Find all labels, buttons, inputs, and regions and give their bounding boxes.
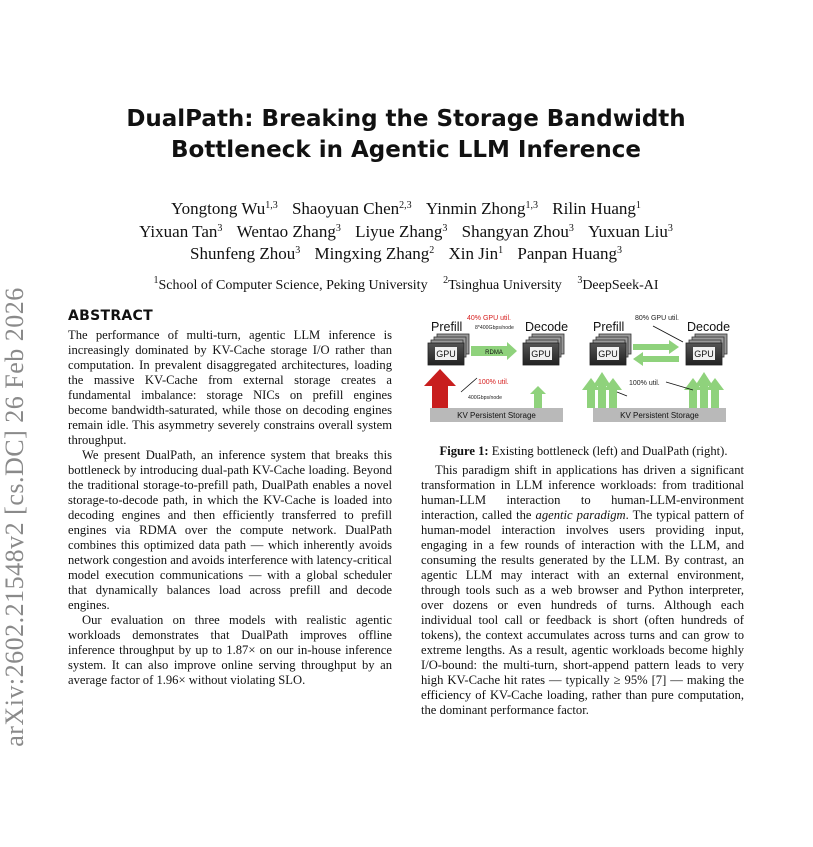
affiliations bbox=[60, 275, 752, 294]
affiliation: $^1$School of Computer Science, Peking University bbox=[153, 275, 428, 293]
title-line-1: DualPath: Breaking the Storage Bandwidth bbox=[126, 106, 686, 132]
author: Liyue Zhang$^3$ bbox=[355, 221, 448, 241]
figure-right-panel bbox=[582, 315, 730, 422]
author: Wentao Zhang$^3$ bbox=[236, 221, 341, 241]
author: Rilin Huang$^1$ bbox=[552, 199, 641, 218]
storage-util-label: 100% util. bbox=[629, 380, 660, 387]
author: Shaoyuan Chen$^{2,3}$ bbox=[291, 199, 412, 218]
abstract-heading: ABSTRACT bbox=[68, 308, 153, 324]
storage-label: KV Persistent Storage bbox=[620, 411, 699, 420]
bandwidth-label: 400Gbps/node bbox=[468, 395, 503, 401]
abstract-paragraph: Our evaluation on three models with realistic agentic workloads demonstrates that DualPath improves offline inference throughput by up to 1.87× on our in-house inference system. It can also improve online serving throughput by an average factor of 1.96× without violating SLO. bbox=[68, 613, 392, 687]
util-pointer bbox=[461, 378, 477, 392]
author: Mingxing Zhang$^2$ bbox=[314, 244, 435, 263]
author-line bbox=[60, 221, 752, 244]
affiliation: $^2$Tsinghua University bbox=[443, 275, 562, 293]
author: Yinmin Zhong$^{1,3}$ bbox=[425, 199, 539, 218]
gpu-label: GPU bbox=[531, 349, 551, 359]
author: Yixuan Tan$^3$ bbox=[139, 221, 223, 241]
util-pointer bbox=[653, 326, 683, 342]
body-column bbox=[421, 463, 744, 718]
author: Yuxuan Liu$^3$ bbox=[588, 221, 673, 241]
storage-label: KV Persistent Storage bbox=[457, 411, 536, 420]
gpu-label: GPU bbox=[694, 349, 714, 359]
emphasis: agentic paradigm bbox=[535, 508, 626, 522]
author: Shangyan Zhou$^3$ bbox=[461, 221, 574, 241]
body-paragraph: This paradigm shift in applications has driven a significant transformation in LLM inference workloads: from traditional human-LLM interaction to human-LLM-environment interaction, called the agentic paradigm. The typical pattern of human-model interaction involves users providing input, engaging in a few rounds of interaction with the LLM, and consuming the results generated by the LLM. By contrast, an agentic LLM may interact with an external environment, through tools such as a web browser and Python interpreter, over dozens or even hundreds of turns. Although each individual tool call or feedback is short (often hundreds of tokens), the context accumulates across turns and can grow to extreme lengths. As a result, agentic workloads become highly I/O-bound: the multi-turn, short-append pattern leads to very high KV-Cache hit rates — typically ≥ 95% [7] — making the efficiency of KV-Cache loading, rather than pure computation, the dominant performance factor. bbox=[421, 463, 744, 717]
storage-to-prefill-arrow bbox=[424, 369, 456, 410]
gpu-util-label: 80% GPU util. bbox=[635, 315, 679, 322]
author-list bbox=[60, 198, 752, 266]
storage-to-decode-arrow bbox=[530, 386, 546, 408]
prefill-to-decode-arrow bbox=[633, 340, 679, 354]
decode-gpu-stack bbox=[686, 334, 727, 365]
author: Shunfeng Zhou$^3$ bbox=[189, 244, 301, 263]
author-line bbox=[60, 198, 752, 221]
figure-1 bbox=[421, 312, 746, 432]
util-pointer bbox=[617, 392, 627, 396]
affiliation: $^3$DeepSeek-AI bbox=[577, 275, 659, 293]
gpu-label: GPU bbox=[598, 349, 618, 359]
arxiv-identifier: arXiv:2602.21548v2 [cs.DC] 26 Feb 2026 bbox=[0, 287, 29, 747]
caption-label: Figure 1: bbox=[439, 444, 489, 458]
abstract-column bbox=[68, 309, 392, 688]
author: Xin Jin$^1$ bbox=[448, 244, 504, 263]
author: Yongtong Wu$^{1,3}$ bbox=[171, 199, 278, 218]
prefill-gpu-stack bbox=[590, 334, 631, 365]
author-line bbox=[60, 243, 752, 266]
decode-label: Decode bbox=[687, 320, 731, 334]
figure-caption bbox=[421, 444, 746, 459]
title-line-2: Bottleneck in Agentic LLM Inference bbox=[170, 137, 642, 163]
decode-to-prefill-arrow bbox=[633, 352, 679, 366]
bandwidth-label: 8*400Gbps/node bbox=[475, 325, 514, 331]
abstract-paragraph: The performance of multi-turn, agentic LLM inference is increasingly dominated by KV-Cache storage I/O rather than computation. In prevalent disaggregated architectures, loading the massive KV-Cache from external storage creates a fundamental imbalance: storage NICs on prefill engines become bandwidth-saturated, while those on decoding engines remain idle. This asymmetry severely constrains overall system throughput. bbox=[68, 328, 392, 447]
decode-label: Decode bbox=[525, 320, 569, 334]
decode-gpu-stack bbox=[523, 334, 564, 365]
paper-title bbox=[70, 104, 742, 166]
gpu-util-label: 40% GPU util. bbox=[467, 315, 511, 322]
prefill-gpu-stack bbox=[428, 334, 469, 365]
storage-util-label: 100% util. bbox=[478, 379, 509, 386]
prefill-label: Prefill bbox=[431, 320, 463, 334]
rdma-label: RDMA bbox=[485, 350, 503, 356]
prefill-label: Prefill bbox=[593, 320, 625, 334]
figure-left-panel bbox=[424, 315, 568, 422]
figure-1-diagram bbox=[421, 312, 746, 432]
gpu-label: GPU bbox=[436, 349, 456, 359]
caption-text: Existing bottleneck (left) and DualPath (right). bbox=[491, 444, 728, 458]
author: Panpan Huang$^3$ bbox=[517, 244, 622, 263]
abstract-paragraph: We present DualPath, an inference system that breaks this bottleneck by introducing dual-path KV-Cache loading. Beyond the traditional storage-to-prefill path, DualPath enables a novel storage-to-decode path, in which the KV-Cache is loaded into decoding engines and then efficiently transferred to prefill engines via RDMA over the compute network. DualPath combines this optimized data path — which inherently avoids network congestion and avoids interference with latency-critical model execution communications — with a global scheduler that dynamically balances load across prefill and decode engines. bbox=[68, 448, 392, 612]
